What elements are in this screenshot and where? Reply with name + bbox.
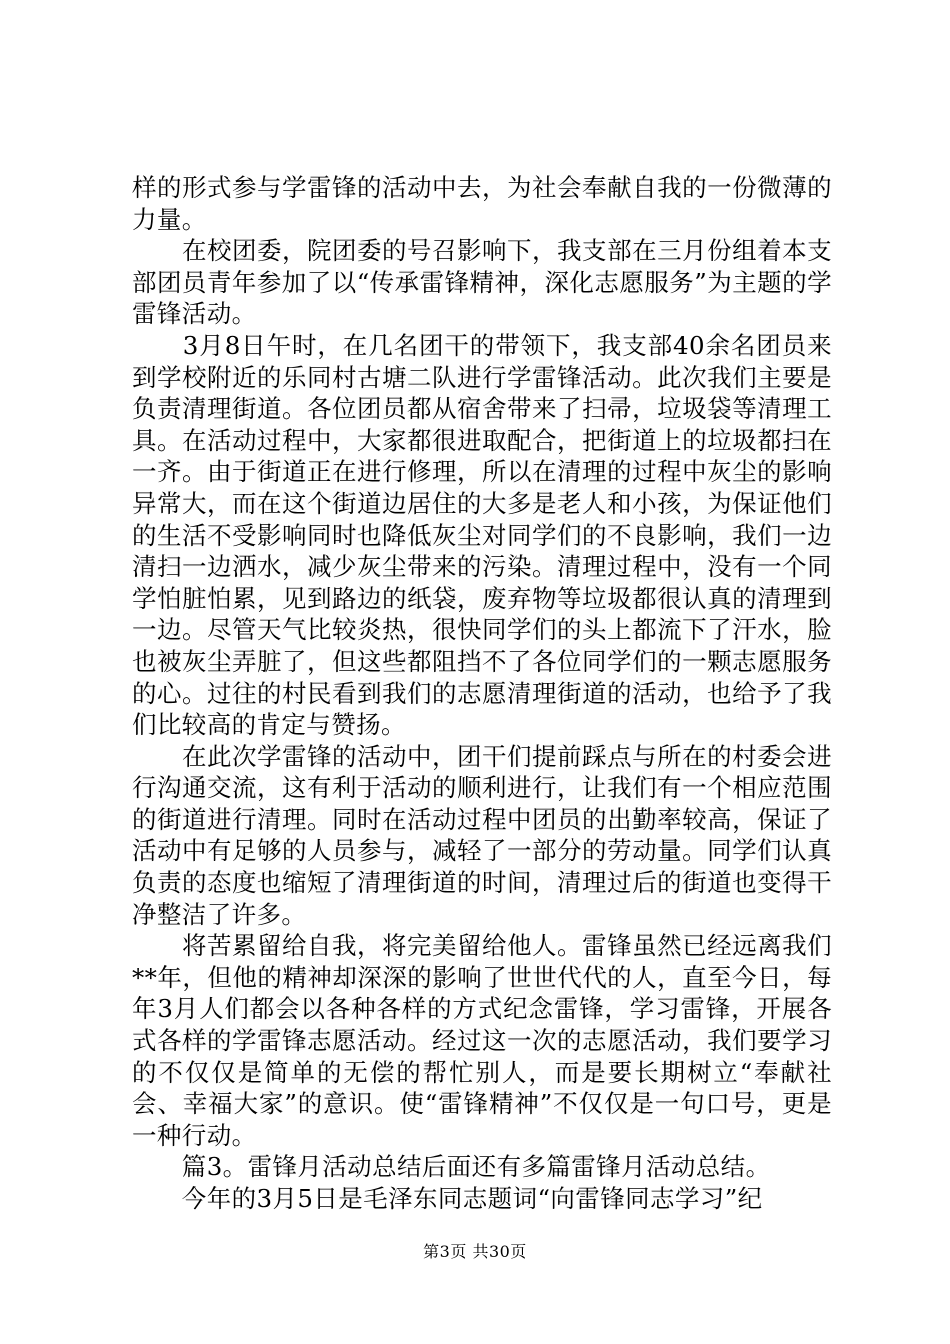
page-footer: 第3页 共30页 (423, 1242, 527, 1261)
paragraph-4: 在此次学雷锋的活动中，团干们提前踩点与所在的村委会进行沟通交流，这有利于活动的顺利进行，让我们有一个相应范围的街道进行清理。同时在活动过程中团员的出勤率较高，保证了活动中有足够的人员参与，减轻了一部分的劳动量。同学们认真负责的态度也缩短了清理街道的时间，清理过后的街道也变得干净整洁了许多。 (132, 741, 832, 929)
paragraph-5: 将苦累留给自我，将完美留给他人。雷锋虽然已经远离我们**年，但他的精神却深深的影响了世世代代的人，直至今日，每年3月人们都会以各种各样的方式纪念雷锋，学习雷锋，开展各式各样的学雷锋志愿活动。经过这一次的志愿活动，我们要学习的不仅仅是简单的无偿的帮忙别人，而是要长期树立“奉献社会、幸福大家”的意识。使“雷锋精神”不仅仅是一句口号，更是一种行动。 (132, 931, 832, 1150)
document-body (132, 172, 832, 1215)
paragraph-3: 3月8日午时，在几名团干的带领下，我支部40余名团员来到学校附近的乐同村古塘二队进行学雷锋活动。此次我们主要是负责清理街道。各位团员都从宿舍带来了扫帚，垃圾袋等清理工具。在活动过程中，大家都很进取配合，把街道上的垃圾都扫在一齐。由于街道正在进行修理，所以在清理的过程中灰尘的影响异常大，而在这个街道边居住的大多是老人和小孩，为保证他们的生活不受影响同时也降低灰尘对同学们的不良影响，我们一边清扫一边洒水，减少灰尘带来的污染。清理过程中，没有一个同学怕脏怕累，见到路边的纸袋，废弃物等垃圾都很认真的清理到一边。尽管天气比较炎热，很快同学们的头上都流下了汗水，脸也被灰尘弄脏了，但这些都阻挡不了各位同学们的一颗志愿服务的心。过往的村民看到我们的志愿清理街道的活动，也给予了我们比较高的肯定与赞扬。 (132, 330, 832, 740)
paragraph-7: 今年的3月5日是毛泽东同志题词“向雷锋同志学习”纪 (132, 1184, 763, 1213)
paragraph-2: 在校团委，院团委的号召影响下，我支部在三月份组着本支部团员青年参加了以“传承雷锋精神，深化志愿服务”为主题的学雷锋活动。 (132, 236, 832, 329)
paragraph-1: 样的形式参与学雷锋的活动中去，为社会奉献自我的一份微薄的力量。 (132, 173, 832, 234)
paragraph-6: 篇3。雷锋月活动总结后面还有多篇雷锋月活动总结。 (132, 1152, 771, 1182)
